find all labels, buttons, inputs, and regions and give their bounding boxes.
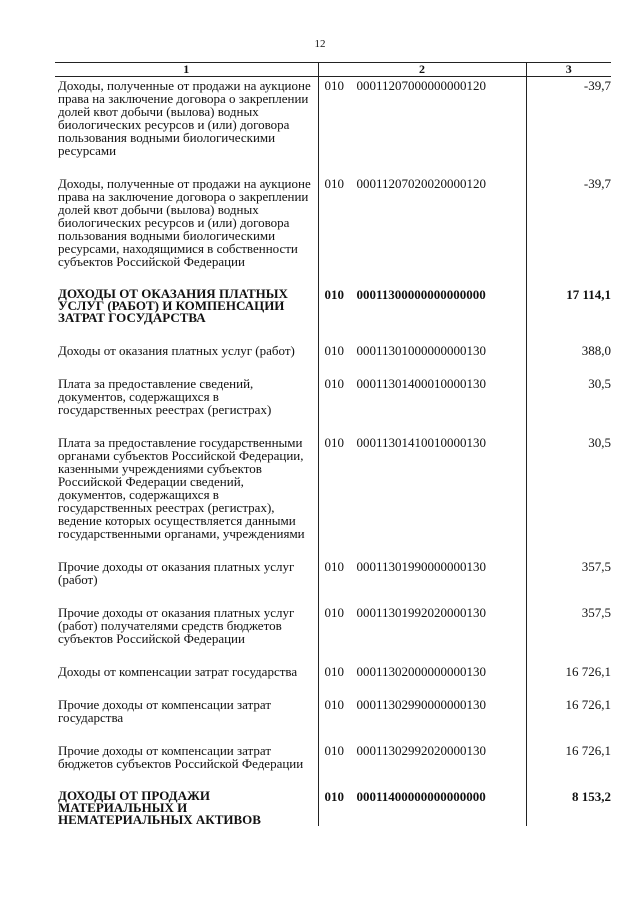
row-codes (318, 663, 526, 678)
spacer-cell (55, 645, 318, 663)
column-header-2: 2 (318, 63, 526, 77)
spacer-cell (526, 324, 611, 342)
spacer-cell (526, 678, 611, 696)
row-value: 357,5 (526, 558, 611, 586)
spacer-cell (318, 268, 526, 286)
spacer-cell (318, 416, 526, 434)
row-value: 388,0 (526, 342, 611, 357)
spacer-cell (318, 586, 526, 604)
row-line-code: 010 (324, 287, 344, 302)
row-line-code: 010 (324, 664, 344, 679)
spacer-cell (526, 157, 611, 175)
header-row (55, 63, 611, 77)
table-row (55, 558, 611, 586)
row-spacer (55, 157, 611, 175)
row-value: 17 114,1 (526, 286, 611, 324)
row-name: Доходы от оказания платных услуг (работ) (58, 343, 295, 358)
revenue-table (55, 62, 611, 826)
row-budget-code: 00011301410010000130 (356, 435, 487, 450)
row-spacer (55, 357, 611, 375)
spacer-cell (318, 678, 526, 696)
row-value: 16 726,1 (526, 663, 611, 678)
row-spacer (55, 268, 611, 286)
spacer-cell (318, 770, 526, 788)
row-value: 8 153,2 (526, 788, 611, 826)
spacer-cell (318, 540, 526, 558)
row-codes (318, 742, 526, 770)
row-codes (318, 175, 526, 268)
spacer-cell (526, 357, 611, 375)
row-value: -39,7 (526, 77, 611, 158)
row-budget-code: 00011301000000000130 (356, 343, 487, 358)
row-name: Плата за предоставление сведений, документов, содержащихся в государственных реестрах (регистрах) (58, 376, 272, 417)
row-budget-code: 00011302992020000130 (356, 743, 487, 758)
row-spacer (55, 324, 611, 342)
row-line-code: 010 (324, 343, 344, 358)
table-row (55, 742, 611, 770)
spacer-cell (55, 678, 318, 696)
spacer-cell (55, 157, 318, 175)
table-row (55, 696, 611, 724)
spacer-cell (55, 724, 318, 742)
row-codes (318, 77, 526, 158)
table-row (55, 286, 611, 324)
column-header-1: 1 (55, 63, 318, 77)
spacer-cell (55, 540, 318, 558)
row-spacer (55, 678, 611, 696)
column-header-3: 3 (526, 63, 611, 77)
spacer-cell (526, 586, 611, 604)
spacer-cell (526, 540, 611, 558)
row-value: 357,5 (526, 604, 611, 645)
row-budget-code: 00011302990000000130 (356, 697, 487, 712)
row-name: Доходы от компенсации затрат государства (58, 664, 298, 679)
spacer-cell (55, 770, 318, 788)
row-value: 30,5 (526, 375, 611, 416)
row-value: -39,7 (526, 175, 611, 268)
spacer-cell (55, 357, 318, 375)
row-codes (318, 342, 526, 357)
row-line-code: 010 (324, 743, 344, 758)
row-line-code: 010 (324, 789, 344, 804)
spacer-cell (526, 724, 611, 742)
row-spacer (55, 724, 611, 742)
row-name: ДОХОДЫ ОТ ПРОДАЖИ МАТЕРИАЛЬНЫХ И НЕМАТЕРИАЛЬНЫХ АКТИВОВ (58, 788, 261, 827)
row-line-code: 010 (324, 605, 344, 620)
row-spacer (55, 770, 611, 788)
spacer-cell (318, 357, 526, 375)
row-name: Плата за предоставление государственными органами субъектов Российской Федерации, казенными учреждениями субъектов Российской Федерации сведений, документов, содержащихся в государственных реестрах (регистрах), ведение которых осуществляется данными государственными органами, учреждениями (58, 435, 305, 541)
row-line-code: 010 (324, 697, 344, 712)
row-codes (318, 375, 526, 416)
row-budget-code: 00011301992020000130 (356, 605, 487, 620)
spacer-cell (55, 268, 318, 286)
spacer-cell (526, 416, 611, 434)
row-codes (318, 558, 526, 586)
spacer-cell (55, 586, 318, 604)
row-codes (318, 434, 526, 540)
row-value: 16 726,1 (526, 742, 611, 770)
row-name: Прочие доходы от оказания платных услуг (работ) (58, 559, 295, 587)
row-codes (318, 788, 526, 826)
row-spacer (55, 645, 611, 663)
row-line-code: 010 (324, 78, 344, 93)
row-budget-code: 00011300000000000000 (356, 287, 486, 302)
row-budget-code: 00011302000000000130 (356, 664, 487, 679)
row-budget-code: 00011301990000000130 (356, 559, 487, 574)
row-name: Прочие доходы от компенсации затрат государства (58, 697, 272, 725)
table-row (55, 434, 611, 540)
row-budget-code: 00011400000000000000 (356, 789, 486, 804)
row-budget-code: 00011301400010000130 (356, 376, 487, 391)
table-row (55, 663, 611, 678)
row-line-code: 010 (324, 376, 344, 391)
row-codes (318, 286, 526, 324)
table-row (55, 375, 611, 416)
table-row (55, 604, 611, 645)
row-spacer (55, 416, 611, 434)
row-name: Прочие доходы от оказания платных услуг (работ) получателями средств бюджетов субъектов Российской Федерации (58, 605, 295, 646)
table-row (55, 77, 611, 158)
spacer-cell (318, 157, 526, 175)
row-budget-code: 00011207000000000120 (356, 78, 487, 93)
table-body (55, 77, 611, 827)
table-row (55, 175, 611, 268)
row-line-code: 010 (324, 435, 344, 450)
spacer-cell (55, 324, 318, 342)
row-line-code: 010 (324, 559, 344, 574)
spacer-cell (526, 770, 611, 788)
row-name: ДОХОДЫ ОТ ОКАЗАНИЯ ПЛАТНЫХ УСЛУГ (РАБОТ) И КОМПЕНСАЦИИ ЗАТРАТ ГОСУДАРСТВА (58, 286, 288, 325)
row-name: Доходы, полученные от продажи на аукционе права на заключение договора о закреплении долей квот добычи (вылова) водных биологических ресурсов и (или) договора пользования водными биологическими ресурсами, находящимися в собственности субъектов Российской Федерации (58, 176, 311, 269)
spacer-cell (526, 268, 611, 286)
row-spacer (55, 586, 611, 604)
table-row (55, 342, 611, 357)
spacer-cell (55, 416, 318, 434)
table-row (55, 788, 611, 826)
row-codes (318, 696, 526, 724)
row-name: Доходы, полученные от продажи на аукционе права на заключение договора о закреплении долей квот добычи (вылова) водных биологических ресурсов и (или) договора пользования водными биологическими ресурсами (58, 78, 311, 158)
row-budget-code: 00011207020020000120 (356, 176, 487, 191)
row-spacer (55, 540, 611, 558)
row-value: 30,5 (526, 434, 611, 540)
row-line-code: 010 (324, 176, 344, 191)
spacer-cell (318, 645, 526, 663)
spacer-cell (318, 324, 526, 342)
row-value: 16 726,1 (526, 696, 611, 724)
spacer-cell (526, 645, 611, 663)
spacer-cell (318, 724, 526, 742)
row-name: Прочие доходы от компенсации затрат бюджетов субъектов Российской Федерации (58, 743, 304, 771)
page-number: 12 (314, 38, 326, 50)
row-codes (318, 604, 526, 645)
